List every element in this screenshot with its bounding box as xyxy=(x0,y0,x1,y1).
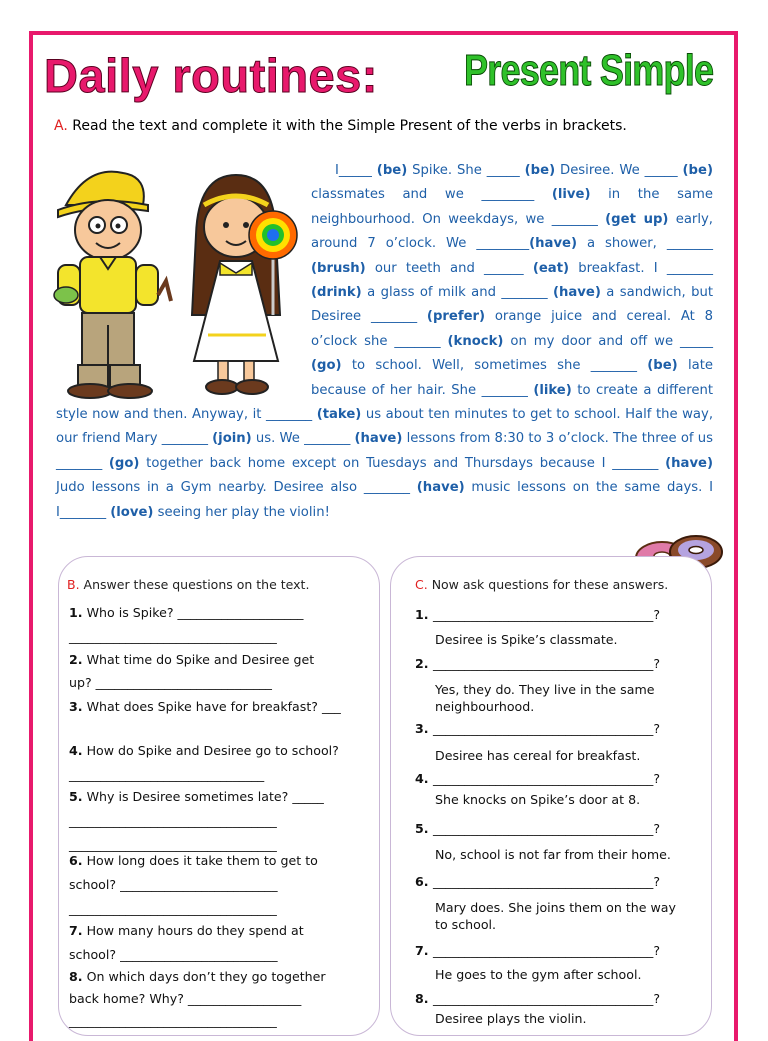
question-c-line xyxy=(415,874,660,889)
question-text: _________________________________ xyxy=(69,813,277,828)
question-number: 5. xyxy=(69,789,83,804)
verb-prompt: (have) xyxy=(529,236,578,252)
verb-prompt: (take) xyxy=(316,407,362,423)
question-number: 2. xyxy=(69,652,83,667)
worksheet-title xyxy=(44,46,734,106)
given-answer: Yes, they do. They live in the same xyxy=(435,682,655,697)
question-number: 6. xyxy=(415,874,433,889)
passage-text: a shower, _______ xyxy=(577,236,713,252)
passage-text: early, around 7 o’clock. We ________ xyxy=(311,211,713,252)
section-a-text: Read the text and complete it with the Simple Present of the verbs in brackets. xyxy=(72,118,627,134)
question-number: 3. xyxy=(69,699,83,714)
title-present-simple: Present Simple xyxy=(464,46,714,95)
section-c-heading-text: Now ask questions for these answers. xyxy=(431,577,669,592)
passage-text: to create a different style now and then. Anyway, it _______ xyxy=(56,382,713,423)
answer-blank: ___________________________________? xyxy=(432,943,661,958)
question-number: 7. xyxy=(415,943,433,958)
question-text: _________________________________ xyxy=(69,1013,277,1028)
passage-text: a glass of milk and _______ xyxy=(361,285,553,301)
question-number: 1. xyxy=(415,607,433,622)
question-b-line xyxy=(69,969,326,984)
question-number: 4. xyxy=(69,743,83,758)
question-text: Who is Spike? ____________________ xyxy=(82,605,304,620)
verb-prompt: (join) xyxy=(212,431,252,447)
given-answer: Mary does. She joins them on the way xyxy=(435,900,676,915)
passage-text: I_____ xyxy=(335,163,377,178)
verb-prompt: (have) xyxy=(552,285,601,301)
section-b-box xyxy=(58,556,380,1036)
passage-text: to school. Well, sometimes she _______ xyxy=(341,358,648,374)
passage-text: orange juice and cereal. At 8 o’clock she _______ xyxy=(311,309,714,349)
passage-text: Spike. She _____ xyxy=(407,163,525,178)
question-b-line xyxy=(69,675,272,690)
question-text: _________________________________ xyxy=(69,629,277,644)
verb-prompt: (have) xyxy=(665,455,714,471)
given-answer: He goes to the gym after school. xyxy=(435,967,642,982)
passage-text: on my door and off we _____ xyxy=(503,333,713,349)
question-text: _________________________________ xyxy=(69,837,277,852)
passage-figure-space xyxy=(56,159,311,395)
answer-blank: ___________________________________? xyxy=(432,721,661,736)
section-c-heading xyxy=(415,577,735,592)
question-b-line xyxy=(69,837,277,852)
question-number: 1. xyxy=(69,605,83,620)
question-b-line xyxy=(69,743,339,758)
passage-text: music lessons on the same days. I I_______ xyxy=(56,480,713,520)
answer-blank: ___________________________________? xyxy=(432,771,661,786)
verb-prompt: (go) xyxy=(108,455,140,471)
given-answer-continued: to school. xyxy=(435,917,497,932)
question-text: How long does it take them to get to xyxy=(82,853,318,868)
answer-blank: ___________________________________? xyxy=(432,821,661,836)
question-number: 4. xyxy=(415,771,433,786)
question-b-line xyxy=(69,605,303,620)
passage-text: Judo lessons in a Gym nearby. Desiree also _______ xyxy=(56,480,417,496)
question-c-line xyxy=(415,656,660,671)
question-number: 6. xyxy=(69,853,83,868)
question-c-line xyxy=(415,607,660,622)
question-text: On which days don’t they go together xyxy=(82,969,326,984)
question-text: What time do Spike and Desiree get xyxy=(82,652,315,667)
verb-prompt: (have) xyxy=(416,480,465,496)
question-b-line xyxy=(69,652,314,667)
passage-text: classmates and we ________ xyxy=(311,187,552,203)
verb-prompt: (like) xyxy=(533,382,572,398)
question-b-line xyxy=(69,853,318,868)
question-text: _________________________________ xyxy=(69,901,277,916)
answer-blank: ___________________________________? xyxy=(432,607,661,622)
question-b-line xyxy=(69,699,341,714)
question-text: up? ____________________________ xyxy=(69,675,272,690)
question-text: school? _________________________ xyxy=(69,877,278,892)
question-b-line xyxy=(69,767,264,782)
question-text: How do Spike and Desiree go to school? xyxy=(82,743,339,758)
question-c-line xyxy=(415,721,660,736)
question-number: 3. xyxy=(415,721,433,736)
passage-text: seeing her play the violin! xyxy=(153,504,330,520)
question-b-line xyxy=(69,901,277,916)
section-c-box xyxy=(390,556,712,1036)
question-text: back home? Why? __________________ xyxy=(69,991,302,1006)
passage-text: in the same neighbourhood. On weekdays, we _______ xyxy=(311,187,714,227)
passage-text: breakfast. I _______ xyxy=(569,260,713,276)
given-answer: No, school is not far from their home. xyxy=(435,847,671,862)
verb-prompt: (drink) xyxy=(311,285,362,301)
question-b-line xyxy=(69,877,278,892)
question-c-line xyxy=(415,821,660,836)
question-b-line xyxy=(69,629,277,644)
verb-prompt: (get up) xyxy=(605,211,669,227)
passage-text: together back home except on Tuesdays and Thursdays because I _______ xyxy=(139,455,666,471)
given-answer-continued: neighbourhood. xyxy=(435,699,535,714)
passage-text: lessons from 8:30 to 3 o’clock. The three of us _______ xyxy=(56,431,714,471)
passage-text: our teeth and ______ xyxy=(365,260,533,276)
given-answer: Desiree plays the violin. xyxy=(435,1011,587,1026)
verb-prompt: (be) xyxy=(376,163,408,178)
question-text: How many hours do they spend at xyxy=(82,923,304,938)
question-c-line xyxy=(415,991,660,1006)
given-answer: Desiree is Spike’s classmate. xyxy=(435,632,618,647)
question-b-line xyxy=(69,789,324,804)
question-b-line xyxy=(69,923,304,938)
question-number: 2. xyxy=(415,656,433,671)
question-c-line xyxy=(415,943,660,958)
verb-prompt: (have) xyxy=(354,431,403,447)
passage-text: us about ten minutes to get to school. Half the way, our friend Mary _______ xyxy=(56,407,714,447)
passage-text: late because of her hair. She _______ xyxy=(311,358,714,398)
verb-prompt: (be) xyxy=(524,163,556,178)
verb-prompt: (love) xyxy=(110,504,154,520)
section-a-instruction xyxy=(54,118,627,134)
reading-passage xyxy=(56,159,713,525)
question-b-line xyxy=(69,991,301,1006)
question-number: 7. xyxy=(69,923,83,938)
question-c-line xyxy=(415,771,660,786)
section-c-letter: C. xyxy=(415,577,428,592)
question-number: 5. xyxy=(415,821,433,836)
title-daily-routines: Daily routines: xyxy=(44,49,378,102)
verb-prompt: (eat) xyxy=(532,260,570,276)
verb-prompt: (knock) xyxy=(447,333,504,349)
given-answer: Desiree has cereal for breakfast. xyxy=(435,748,641,763)
given-answer: She knocks on Spike’s door at 8. xyxy=(435,792,641,807)
section-a-letter: A. xyxy=(54,118,68,134)
question-text: _______________________________ xyxy=(69,767,265,782)
section-b-heading xyxy=(67,577,387,592)
question-b-line xyxy=(69,1013,277,1028)
question-number: 8. xyxy=(69,969,83,984)
verb-prompt: (be) xyxy=(682,163,713,178)
verb-prompt: (brush) xyxy=(311,260,366,276)
verb-prompt: (be) xyxy=(647,358,678,374)
passage-text: Desiree. We _____ xyxy=(555,163,683,178)
passage-text: us. We _______ xyxy=(251,431,355,447)
question-text: Why is Desiree sometimes late? _____ xyxy=(82,789,324,804)
section-b-letter: B. xyxy=(67,577,80,592)
section-b-heading-text: Answer these questions on the text. xyxy=(83,577,310,592)
question-number: 8. xyxy=(415,991,433,1006)
passage-text: a sandwich, but Desiree _______ xyxy=(311,285,713,325)
question-text: What does Spike have for breakfast? ___ xyxy=(82,699,341,714)
answer-blank: ___________________________________? xyxy=(432,991,661,1006)
question-b-line xyxy=(69,947,278,962)
answer-blank: ___________________________________? xyxy=(432,656,661,671)
answer-blank: ___________________________________? xyxy=(432,874,661,889)
verb-prompt: (go) xyxy=(311,358,342,374)
question-b-line xyxy=(69,813,277,828)
verb-prompt: (prefer) xyxy=(426,309,486,325)
question-text: school? _________________________ xyxy=(69,947,278,962)
verb-prompt: (live) xyxy=(551,187,591,203)
